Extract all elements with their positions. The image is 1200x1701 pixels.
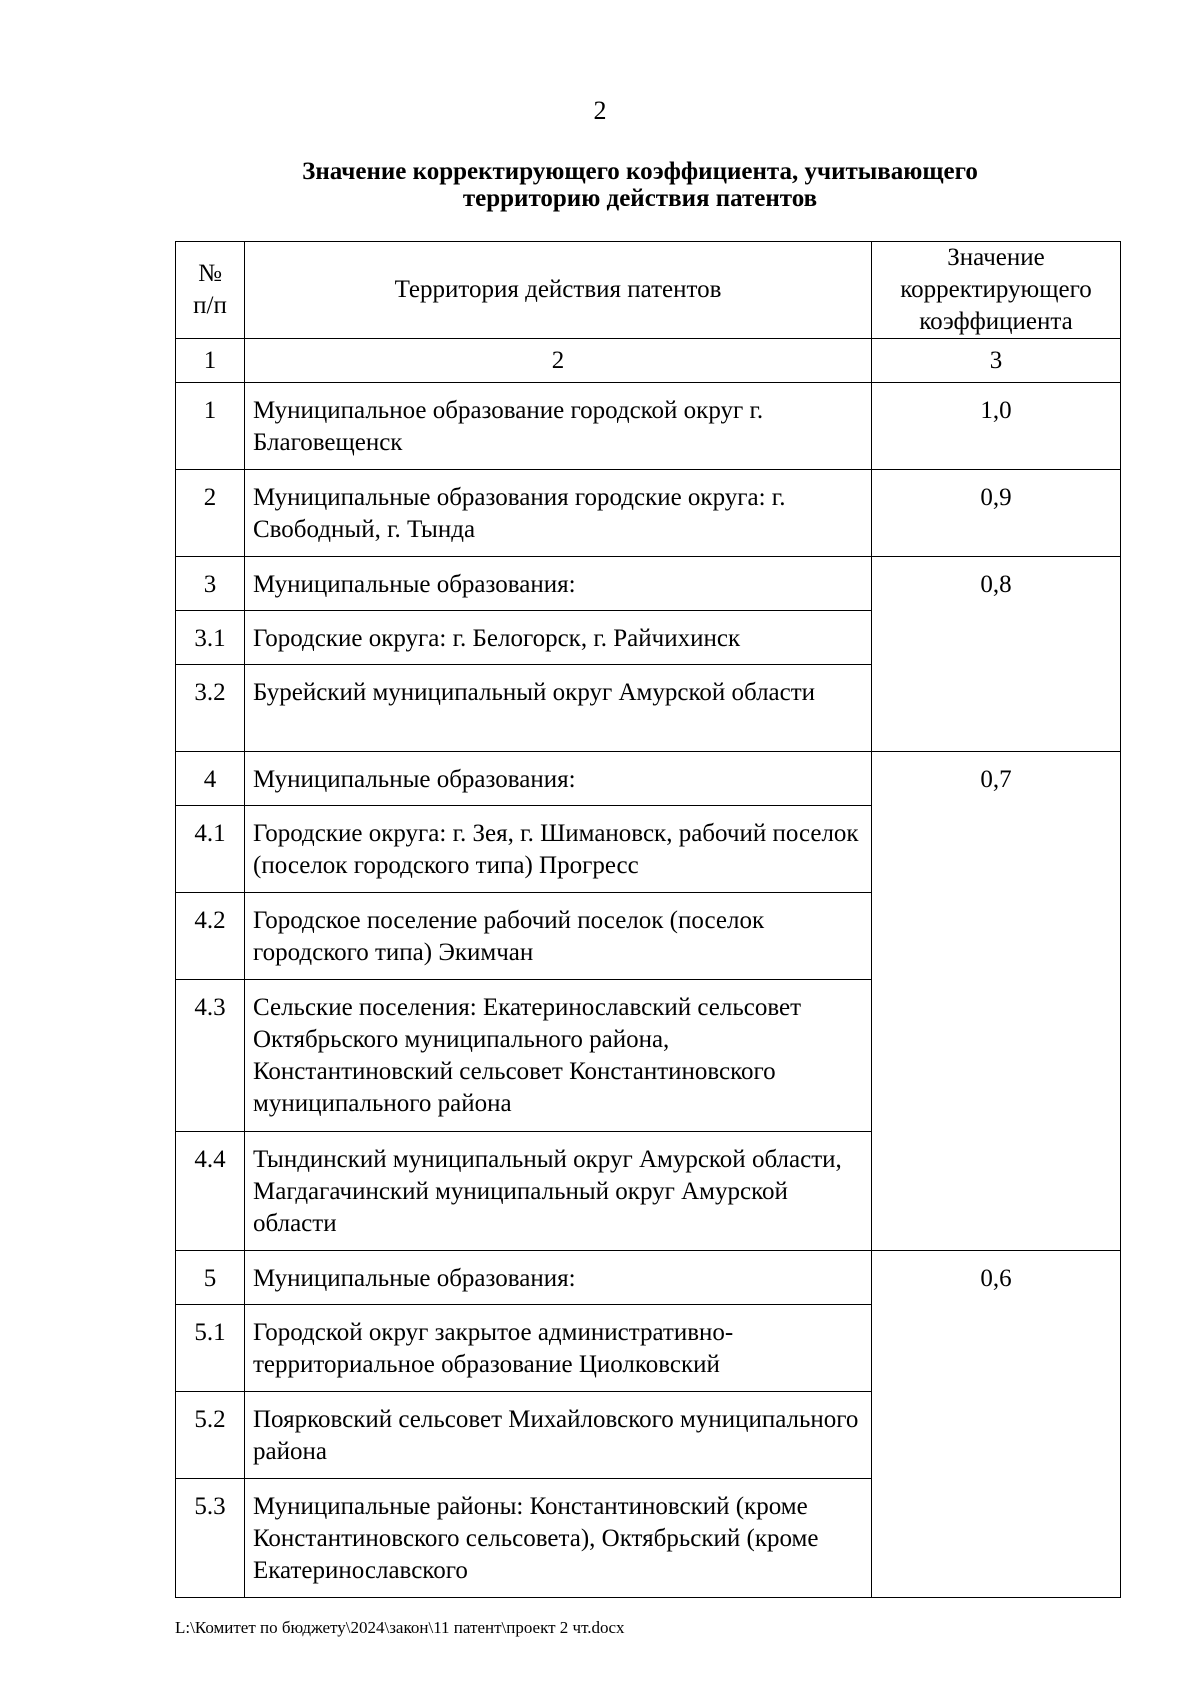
row-territory: Тындинский муниципальный округ Амурской области, Магдагачинский муниципальный округ Амурской области xyxy=(245,1132,872,1251)
row-territory: Сельские поселения: Екатеринославский сельсовет Октябрьского муниципального района, Константиновский сельсовет Константиновского муниципального района xyxy=(245,980,872,1132)
row-number: 4.2 xyxy=(176,893,245,980)
row-number: 4.3 xyxy=(176,980,245,1132)
row-territory: Городской округ закрытое административно-территориальное образование Циолковский xyxy=(245,1305,872,1392)
row-territory: Городское поселение рабочий поселок (поселок городского типа) Экимчан xyxy=(245,893,872,980)
row-number: 4 xyxy=(176,752,245,806)
row-number: 5 xyxy=(176,1251,245,1305)
column-number-3: 3 xyxy=(872,339,1121,383)
row-territory: Муниципальные образования: xyxy=(245,752,872,806)
column-number-1: 1 xyxy=(176,339,245,383)
table-row xyxy=(176,752,1121,806)
row-territory: Городские округа: г. Зея, г. Шимановск, рабочий поселок (поселок городского типа) Прогресс xyxy=(245,806,872,893)
header-number-pp: п/п xyxy=(193,292,227,319)
row-coefficient: 1,0 xyxy=(872,383,1121,470)
row-number: 3 xyxy=(176,557,245,611)
file-path-footer: L:\Комитет по бюджету\2024\закон\11 патент\проект 2 чт.docx xyxy=(175,1618,625,1637)
row-number: 5.1 xyxy=(176,1305,245,1392)
table-header-row xyxy=(176,242,1121,339)
title-line-1: Значение корректирующего коэффициента, учитывающего xyxy=(302,158,978,185)
header-value-line-2: корректирующего xyxy=(900,276,1092,303)
column-number-row xyxy=(176,339,1121,383)
row-number: 1 xyxy=(176,383,245,470)
row-coefficient: 0,7 xyxy=(872,752,1121,1251)
row-number: 4.4 xyxy=(176,1132,245,1251)
row-number: 2 xyxy=(176,470,245,557)
page-number: 2 xyxy=(593,96,607,125)
header-territory: Территория действия патентов xyxy=(245,242,872,339)
row-territory: Муниципальное образование городской округ г. Благовещенск xyxy=(245,383,872,470)
row-coefficient: 0,9 xyxy=(872,470,1121,557)
title-line-2: территорию действия патентов xyxy=(462,185,818,212)
table-row xyxy=(176,383,1121,470)
header-number-sign: № xyxy=(198,260,222,287)
row-territory: Поярковский сельсовет Михайловского муниципального района xyxy=(245,1392,872,1479)
document-title xyxy=(160,158,1120,212)
row-number: 4.1 xyxy=(176,806,245,893)
row-coefficient: 0,6 xyxy=(872,1251,1121,1598)
row-coefficient: 0,8 xyxy=(872,557,1121,752)
row-territory: Бурейский муниципальный округ Амурской области xyxy=(245,665,872,752)
header-number xyxy=(176,242,245,339)
row-territory: Муниципальные районы: Константиновский (кроме Константиновского сельсовета), Октябрьский (кроме Екатеринославского xyxy=(245,1479,872,1598)
row-number: 3.2 xyxy=(176,665,245,752)
header-value-line-1: Значение xyxy=(947,244,1045,271)
row-number: 5.3 xyxy=(176,1479,245,1598)
table-row xyxy=(176,470,1121,557)
table-row xyxy=(176,1251,1121,1305)
column-number-2: 2 xyxy=(245,339,872,383)
coefficient-table xyxy=(175,241,1121,1598)
row-territory: Муниципальные образования городские округа: г. Свободный, г. Тында xyxy=(245,470,872,557)
row-number: 3.1 xyxy=(176,611,245,665)
header-value-line-3: коэффициента xyxy=(919,308,1073,335)
row-territory: Муниципальные образования: xyxy=(245,557,872,611)
table-row xyxy=(176,557,1121,611)
row-territory: Городские округа: г. Белогорск, г. Райчихинск xyxy=(245,611,872,665)
row-territory: Муниципальные образования: xyxy=(245,1251,872,1305)
header-value xyxy=(872,242,1121,339)
row-number: 5.2 xyxy=(176,1392,245,1479)
